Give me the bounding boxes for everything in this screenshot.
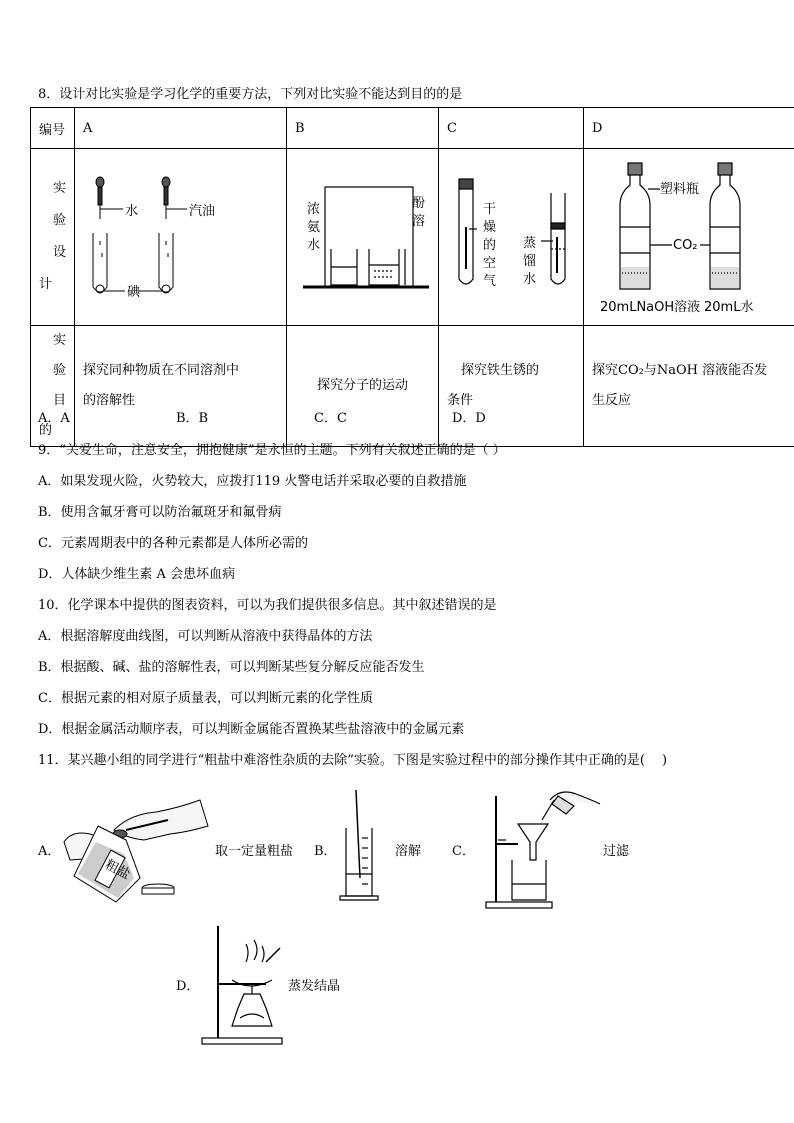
label-dry-air-4: 空 [483, 256, 497, 271]
q11-choice-b-caption: 溶解 [395, 844, 422, 859]
figure-a-svg [83, 149, 278, 325]
label-naoh: 20mLNaOH溶液 [600, 300, 701, 315]
q10-stem: 10．化学课本中提供的图表资料，可以为我们提供很多信息。其中叙述错误的是 [38, 598, 497, 613]
label-distilled-1: 蒸 [523, 236, 537, 251]
label-iodine: 碘 [127, 285, 141, 300]
q9-option-b[interactable]: B．使用含氟牙膏可以防治氟斑牙和氟骨病 [38, 505, 282, 520]
aim-d: 探究CO₂与NaOH 溶液能否发 生反应 [584, 326, 794, 447]
figure-c-svg [447, 149, 575, 325]
label-distilled-3: 水 [523, 272, 537, 287]
q11-choice-d-letter[interactable]: D． [176, 979, 200, 994]
figure-d-svg [592, 149, 792, 325]
q10-option-a[interactable]: A．根据溶解度曲线图，可以判断从溶液中获得晶体的方法 [38, 629, 373, 644]
label-dry-air-5: 气 [483, 274, 497, 289]
label-ammonia-2: 氨 [307, 220, 321, 235]
figure-c [439, 149, 584, 326]
aim-c: 探究铁生锈的 条件 [439, 326, 584, 447]
label-plastic-bottle: 塑料瓶 [660, 182, 700, 197]
q11-choice-a-caption: 取一定量粗盐 [215, 844, 294, 859]
design-label: 实验设 计 [31, 149, 75, 326]
figure-a [75, 149, 287, 326]
q10-option-b[interactable]: B．根据酸、碱、盐的溶解性表，可以判断某些复分解反应能否发生 [38, 660, 425, 675]
header-a: A [75, 108, 287, 149]
label-ammonia-3: 水 [307, 238, 321, 253]
q8-table [30, 107, 794, 447]
q11-choice-b-letter[interactable]: B． [314, 844, 337, 859]
figure-b-svg [295, 149, 430, 325]
q8-option-d[interactable]: D．D [452, 411, 486, 426]
q9-option-c[interactable]: C．元素周期表中的各种元素都是人体所必需的 [38, 536, 308, 551]
label-ammonia-1: 浓 [307, 202, 321, 217]
q9-stem: 9．“关爱生命，注意安全，拥抱健康”是永恒的主题。下列有关叙述正确的是（ ） [38, 443, 506, 458]
q9-option-a[interactable]: A．如果发现火险，火势较大，应拨打119 火警电话并采取必要的自救措施 [38, 474, 467, 489]
q11-figure-a [60, 790, 210, 905]
label-dry-air-1: 干 [483, 202, 497, 217]
crude-salt-label: 粗盐 [102, 857, 133, 883]
aim-b: 探究分子的运动 [287, 326, 439, 447]
q11-choice-d-caption: 蒸发结晶 [288, 979, 341, 994]
figure-b [287, 149, 439, 326]
figure-d [584, 149, 794, 326]
q10-option-d[interactable]: D．根据金属活动顺序表，可以判断金属能否置换某些盐溶液中的金属元素 [38, 722, 465, 737]
label-co2: CO₂ [673, 238, 698, 253]
header-d: D [584, 108, 794, 149]
label-phenol-1: 酚 [412, 196, 426, 211]
q11-choice-c-caption: 过滤 [603, 844, 630, 859]
q11-choice-c-letter[interactable]: C． [452, 844, 475, 859]
header-number: 编号 [31, 108, 75, 149]
q8-option-c[interactable]: C．C [314, 411, 347, 426]
label-phenol-2: 溶 [412, 214, 426, 229]
q11-stem: 11．某兴趣小组的同学进行“粗盐中难溶性杂质的去除”实验。下图是实验过程中的部分操作其中正确的是( ) [38, 753, 668, 768]
label-dry-air-3: 的 [483, 238, 497, 253]
label-gasoline: 汽油 [189, 204, 216, 219]
label-dry-air-2: 燥 [483, 220, 497, 235]
q9-option-d[interactable]: D．人体缺少维生素 A 会患坏血病 [38, 567, 236, 582]
label-water: 水 [125, 204, 139, 219]
q11-figure-c [484, 790, 604, 912]
q8-stem: 8．设计对比实验是学习化学的重要方法，下列对比实验不能达到目的的是 [38, 87, 463, 102]
label-distilled-2: 馏 [523, 254, 537, 269]
q11-figure-b [336, 788, 392, 912]
q8-option-b[interactable]: B．B [176, 411, 209, 426]
q10-option-c[interactable]: C．根据元素的相对原子质量表，可以判断元素的化学性质 [38, 691, 373, 706]
aim-a: 探究同种物质在不同溶剂中 的溶解性 [75, 326, 287, 447]
q11-figure-d [196, 922, 288, 1050]
q11-choice-a-letter[interactable]: A． [38, 844, 61, 859]
label-water-20ml: 20mL水 [704, 300, 754, 315]
header-c: C [439, 108, 584, 149]
header-b: B [287, 108, 439, 149]
aim-label: 实验目 的 [31, 326, 75, 447]
q8-option-a[interactable]: A．A [38, 411, 70, 426]
